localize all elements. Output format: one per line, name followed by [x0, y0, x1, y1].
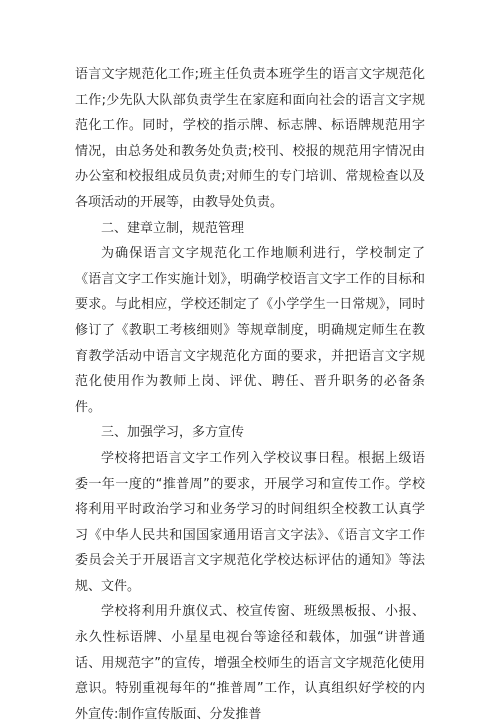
section-heading-3: 三、加强学习，多方宣传	[101, 425, 245, 441]
document-body	[75, 62, 425, 727]
paragraph-study: 学校将把语言文字工作列入学校议事日程。根据上级语委一年一度的“推普周”的要求，开展学习和宣传工作。学校将利用平时政治学习和业务学习的时间组织全校教工认真学习《中华人民共和国国家通用语言文字法》、《语言文字工作委员会关于开展语言文字规范化学校达标评估的通知》等法规、文件。	[75, 450, 425, 594]
section-heading-2: 二、建章立制，规范管理	[101, 220, 245, 236]
paragraph-responsibilities-continued: 语言文字规范化工作;班主任负责本班学生的语言文字规范化工作;少先队大队部负责学生在家庭和面向社会的语言文字规范化工作。同时，学校的指示牌、标志牌、标语牌规范用字情况，由总务处和教务处负责;校刊、校报的规范用字情况由办公室和校报组成员负责;对师生的专门培训、常规检查以及各项活动的开展等，由教导处负责。	[75, 67, 425, 210]
paragraph-regulations: 为确保语言文字规范化工作地顺利进行，学校制定了《语言文字工作实施计划》，明确学校语言文字工作的目标和要求。与此相应，学校还制定了《小学学生一日常规》，同时修订了《教职工考核细则》等规章制度，明确规定师生在教育教学活动中语言文字规范化方面的要求，并把语言文字规范化使用作为教师上岗、评优、聘任、晋升职务的必备条件。	[75, 246, 425, 415]
paragraph-publicity: 学校将利用升旗仪式、校宣传窗、班级黑板报、小报、永久性标语牌、小星星电视台等途径和载体，加强“讲普通话、用规范字”的宣传，增强全校师生的语言文字规范化使用意识。特别重视每年的“推普周”工作，认真组织好学校的内外宣传:制作宣传版面、分发推普	[75, 604, 425, 722]
